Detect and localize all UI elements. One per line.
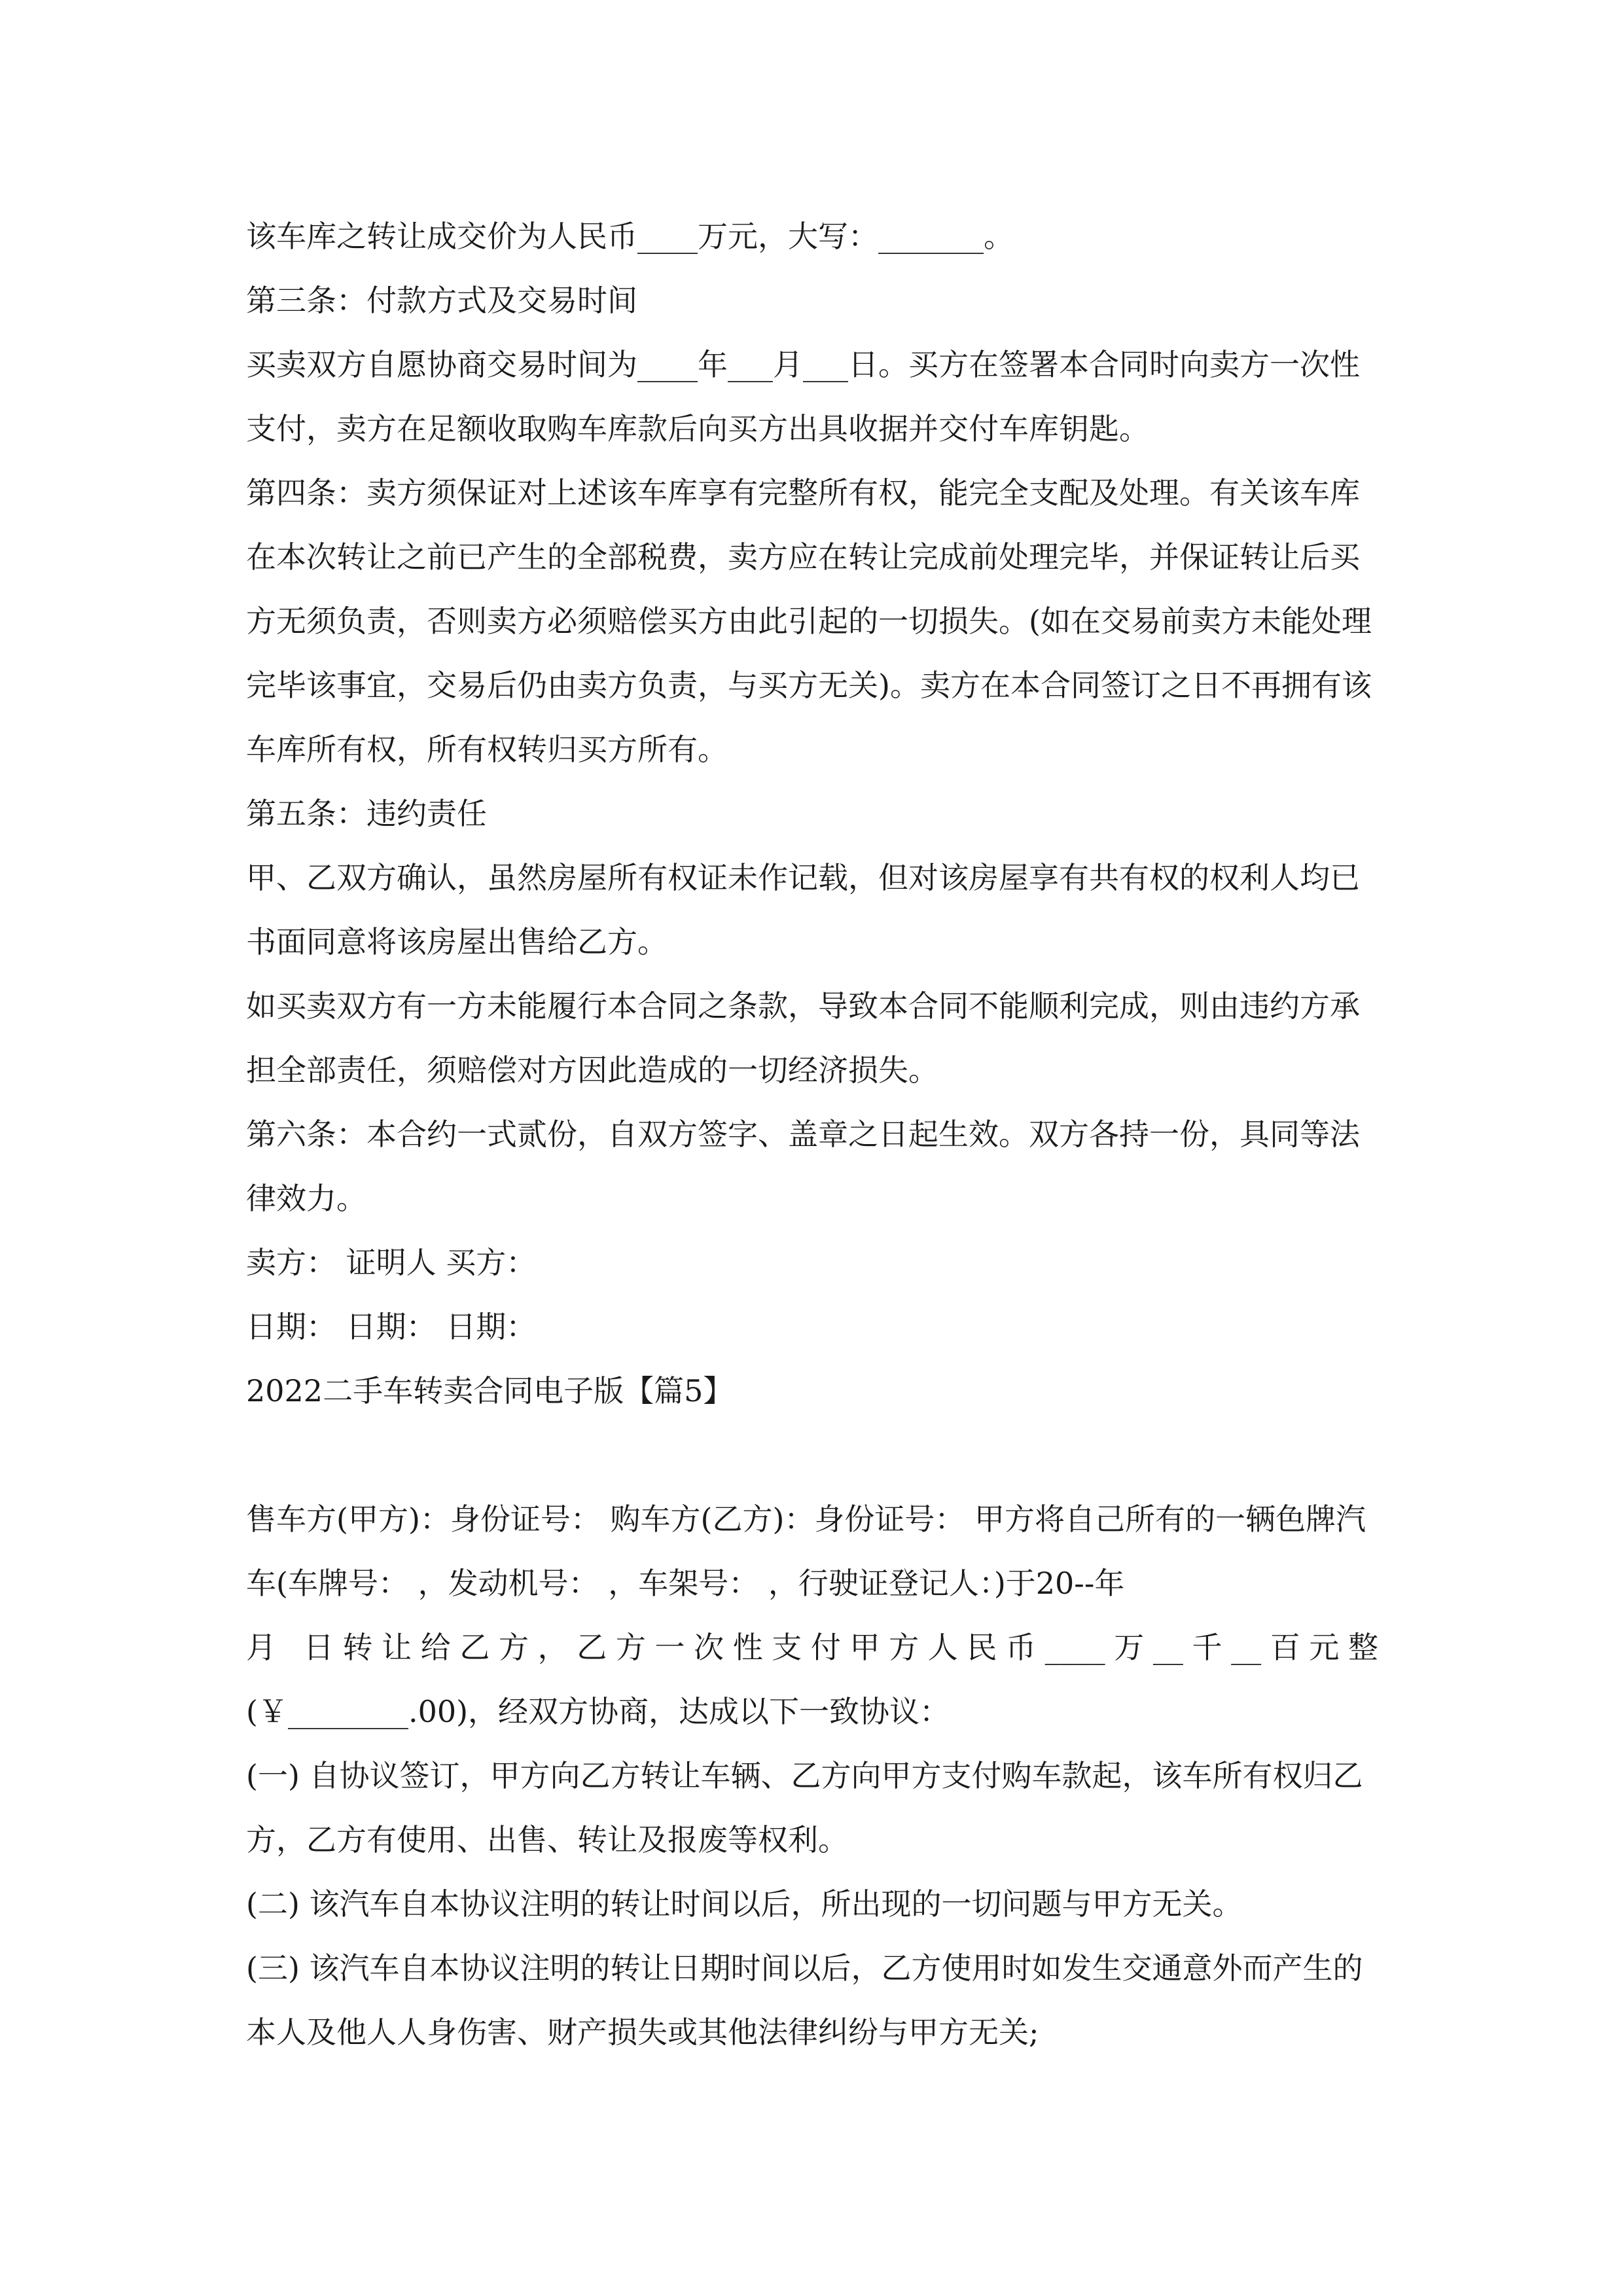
article-3-heading: 第三条：付款方式及交易时间 [246, 283, 637, 318]
payment-paragraph: 买卖双方自愿协商交易时间为____年___月___日。买方在签署本合同时向卖方一次性支付，卖方在足额收取购车库款后向买方出具收据并交付车库钥匙。 [246, 347, 1360, 446]
clause-1-paragraph: (一) 自协议签订，甲方向乙方转让车辆、乙方向甲方支付购车款起，该车所有权归乙方，乙方有使用、出售、转让及报废等权利。 [246, 1758, 1363, 1857]
section-title: 2022二手车转卖合同电子版【篇5】 [246, 1373, 734, 1408]
signature-line: 卖方： 证明人 买方： [246, 1245, 537, 1280]
parties-paragraph: 售车方(甲方)：身份证号： 购车方(乙方)：身份证号： 甲方将自己所有的一辆色牌汽车(车牌号： ，发动机号： ，车架号： ，行驶证登记人：)于20--年 [246, 1501, 1366, 1601]
breach-paragraph: 如买卖双方有一方未能履行本合同之条款，导致本合同不能顺利完成，则由违约方承担全部责任，须赔偿对方因此造成的一切经济损失。 [246, 988, 1360, 1088]
article-4-paragraph: 第四条：卖方须保证对上述该车库享有完整所有权，能完全支配及处理。有关该车库在本次转让之前已产生的全部税费，卖方应在转让完成前处理完毕，并保证转让后买方无须负责，否则卖方必须赔偿买方由此引起的一切损失。(如在交易前卖方未能处理完毕该事宜，交易后仍由卖方负责，与买方无关)。卖方在本合同签订之日不再拥有该车库所有权，所有权转归买方所有。 [246, 475, 1372, 767]
section-spacer [246, 1423, 1378, 1487]
transfer-date-line: 月 日转让给乙方，乙方一次性支付甲方人民币____万__千__百元整 [246, 1630, 1378, 1665]
amount-line: (￥________.00)，经双方协商，达成以下一致协议： [246, 1694, 950, 1729]
article-5-heading: 第五条：违约责任 [246, 796, 487, 831]
clause-3-paragraph: (三) 该汽车自本协议注明的转让日期时间以后，乙方使用时如发生交通意外而产生的本人及他人人身伤害、财产损失或其他法律纠纷与甲方无关; [246, 1950, 1363, 2050]
price-paragraph: 该车库之转让成交价为人民币____万元，大写：_______。 [246, 219, 1014, 254]
date-line: 日期： 日期： 日期： [246, 1309, 537, 1344]
article-6-paragraph: 第六条：本合约一式贰份，自双方签字、盖章之日起生效。双方各持一份，具同等法律效力。 [246, 1117, 1360, 1216]
co-owner-paragraph: 甲、乙双方确认，虽然房屋所有权证未作记载，但对该房屋享有共有权的权利人均已书面同意将该房屋出售给乙方。 [246, 860, 1360, 960]
clause-2-paragraph: (二) 该汽车自本协议注明的转让时间以后，所出现的一切问题与甲方无关。 [246, 1886, 1243, 1922]
document-body [246, 204, 1378, 2064]
